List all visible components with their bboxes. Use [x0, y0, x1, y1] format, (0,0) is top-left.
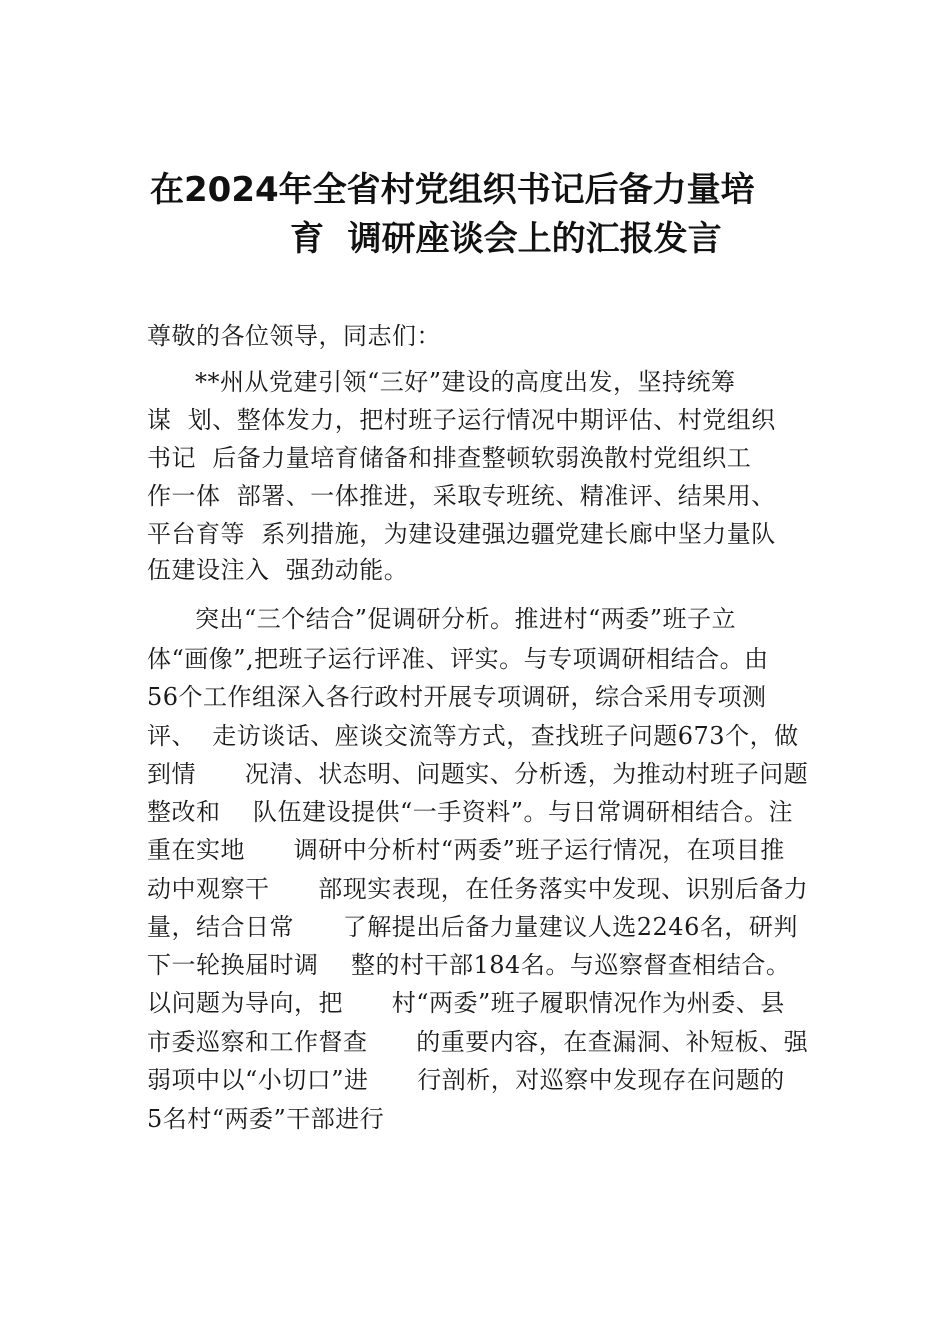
paragraph-2-line: 下一轮换届时调 整的村干部184名。与巡察督查相结合。 — [147, 951, 791, 979]
paragraph-1-line: 伍建设注入 强劲动能。 — [147, 556, 409, 584]
paragraph-2-line: 突出“三个结合”促调研分析。推进村“两委”班子立 — [195, 605, 737, 633]
paragraph-2-line: 5名村“两委”干部进行 — [147, 1105, 385, 1133]
paragraph-2-line: 整改和 队伍建设提供“一手资料”。与日常调研相结合。注 — [147, 798, 794, 826]
paragraph-1-line: 平台育等 系列措施，为建设建强边疆党建长廊中坚力量队 — [147, 520, 776, 548]
paragraph-2-line: 评、 走访谈话、座谈交流等方式，查找班子问题673个，做 — [147, 722, 799, 750]
paragraph-1-line: 谋 划、整体发力，把村班子运行情况中期评估、村党组织 — [147, 406, 776, 434]
paragraph-1-line: 作一体 部署、一体推进，采取专班统、精准评、结果用、 — [147, 482, 776, 510]
salutation: 尊敬的各位领导，同志们： — [147, 322, 441, 350]
paragraph-2-line: 到情 况清、状态明、问题实、分析透，为推动村班子问题 — [147, 760, 809, 788]
paragraph-2-line: 量，结合日常 了解提出后备力量建议人选2246名，研判 — [147, 913, 798, 941]
paragraph-2-line: 56个工作组深入各行政村开展专项调研，综合采用专项测 — [147, 683, 767, 711]
paragraph-2-line: 以问题为导向，把 村“两委”班子履职情况作为州委、县 — [147, 989, 785, 1017]
paragraph-2-line: 市委巡察和工作督查 的重要内容，在查漏洞、补短板、强 — [147, 1028, 809, 1056]
paragraph-2-line: 重在实地 调研中分析村“两委”班子运行情况，在项目推 — [147, 836, 785, 864]
paragraph-2-line: 弱项中以“小切口”进 行剖析，对巡察中发现存在问题的 — [147, 1066, 785, 1094]
paragraph-1-line: 书记 后备力量培育储备和排查整顿软弱涣散村党组织工 — [147, 444, 752, 472]
paragraph-1-line: **州从党建引领“三好”建设的高度出发，坚持统筹 — [195, 368, 736, 396]
document-title-line-1: 在2024年全省村党组织书记后备力量培 — [150, 170, 755, 210]
paragraph-2-line: 体“画像”,把班子运行评准、评实。与专项调研相结合。由 — [147, 645, 769, 673]
paragraph-2-line: 动中观察干 部现实表现，在任务落实中发现、识别后备力 — [147, 875, 809, 903]
document-title-line-2: 育 调研座谈会上的汇报发言 — [290, 219, 722, 259]
